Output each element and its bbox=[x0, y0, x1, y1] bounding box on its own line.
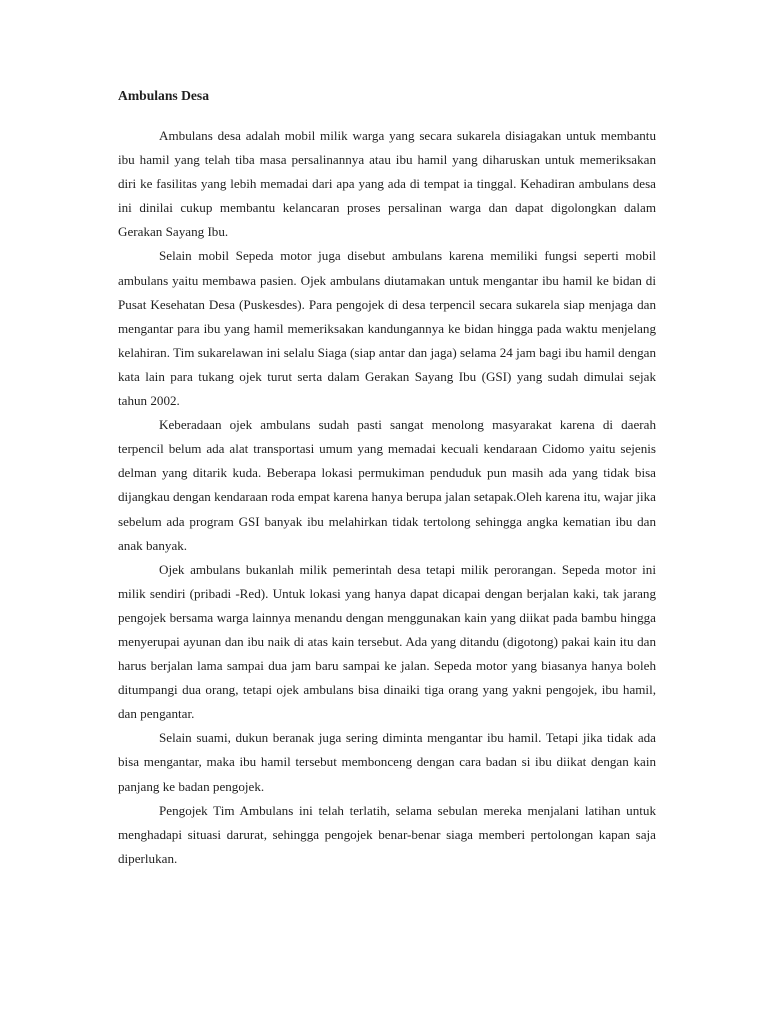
paragraph-5: Selain suami, dukun beranak juga sering diminta mengantar ibu hamil. Tetapi jika tidak ada bisa mengantar, maka ibu hamil tersebut membonceng dengan cara badan si ibu diikat dengan kain panjang ke badan pengojek. bbox=[118, 730, 656, 794]
document-title: Ambulans Desa bbox=[118, 88, 210, 103]
paragraph-3: Keberadaan ojek ambulans sudah pasti sangat menolong masyarakat karena di daerah terpencil belum ada alat transportasi umum yang memadai kecuali kendaraan Cidomo yaitu sejenis delman yang ditarik kuda. Beberapa lokasi permukiman penduduk pun masih ada yang tidak bisa dijangkau dengan kendaraan roda empat karena hanya berupa jalan setapak.Oleh karena itu, wajar jika sebelum ada program GSI banyak ibu melahirkan tidak tertolong sehingga angka kematian ibu dan anak banyak. bbox=[118, 417, 656, 553]
document-body bbox=[118, 86, 656, 871]
paragraph-6: Pengojek Tim Ambulans ini telah terlatih, selama sebulan mereka menjalani latihan untuk menghadapi situasi darurat, sehingga pengojek benar-benar siaga memberi pertolongan kapan saja diperlukan. bbox=[118, 802, 656, 866]
paragraph-2: Selain mobil Sepeda motor juga disebut ambulans karena memiliki fungsi seperti mobil ambulans yaitu membawa pasien. Ojek ambulans diutamakan untuk mengantar ibu hamil ke bidan di Pusat Kesehatan Desa (Puskesdes). Para pengojek di desa terpencil secara sukarela siap menjaga dan mengantar para ibu yang hamil memeriksakan kandungannya ke bidan hingga pada waktu menjelang kelahiran. Tim sukarelawan ini selalu Siaga (siap antar dan jaga) selama 24 jam bagi ibu hamil dengan kata lain para tukang ojek turut serta dalam Gerakan Sayang Ibu (GSI) yang sudah dimulai sejak tahun 2002. bbox=[118, 248, 656, 409]
paragraph-1: Ambulans desa adalah mobil milik warga yang secara sukarela disiagakan untuk membantu ibu hamil yang telah tiba masa persalinannya atau ibu hamil yang diharuskan untuk memeriksakan diri ke fasilitas yang lebih memadai dari apa yang ada di tempat ia tinggal. Kehadiran ambulans desa ini dinilai cukup membantu kelancaran proses persalinan warga dan dapat digolongkan dalam Gerakan Sayang Ibu. bbox=[118, 128, 656, 240]
paragraph-4: Ojek ambulans bukanlah milik pemerintah desa tetapi milik perorangan. Sepeda motor ini milik sendiri (pribadi -Red). Untuk lokasi yang hanya dapat dicapai dengan berjalan kaki, tak jarang pengojek bersama warga lainnya menandu dengan menggunakan kain yang diikat pada bambu hingga menyerupai ayunan dan ibu naik di atas kain tersebut. Ada yang ditandu (digotong) pakai kain itu dan harus berjalan lama sampai dua jam baru sampai ke jalan. Sepeda motor yang biasanya hanya boleh ditumpangi dua orang, tetapi ojek ambulans bisa dinaiki tiga orang yang yakni pengojek, ibu hamil, dan pengantar. bbox=[118, 561, 656, 722]
